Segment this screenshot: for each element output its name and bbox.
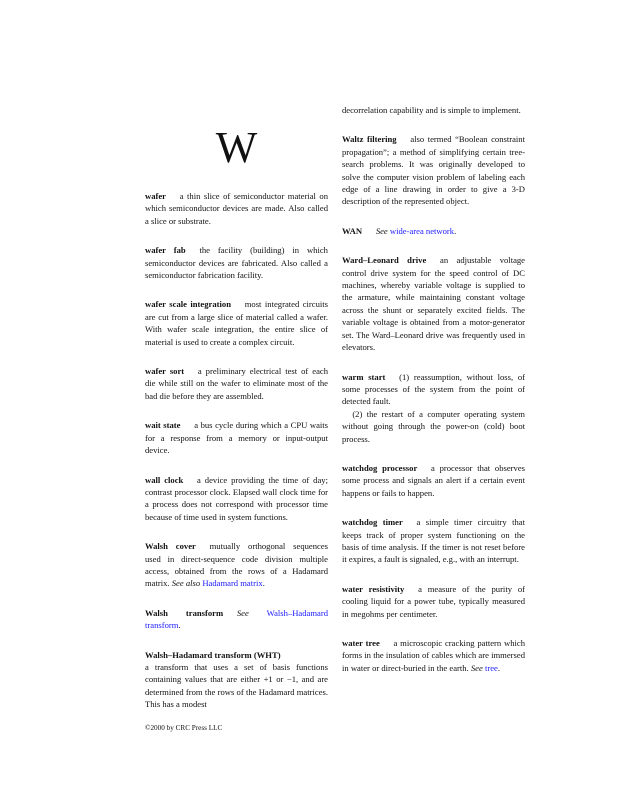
cross-reference-link[interactable]: tree	[484, 662, 498, 673]
entry-definition: a preliminary electrical test of each die while still on the wafer to eliminate most of the bad die before they are assembled.	[145, 366, 328, 401]
punctuation: .	[454, 225, 457, 236]
entry-term: wafer scale integration	[145, 299, 231, 310]
entry-definition: mutually orthogonal sequences used in direct-sequence code division multiple access, obtained from the rows of a Hadamard matrix.	[145, 541, 328, 589]
entry-definition: (1) reassumption, without loss, of some processes of the system from the point of detected fault.	[342, 371, 525, 407]
entry-definition: a bus cycle during which a CPU waits for a response from a memory or input-output device.	[145, 420, 328, 456]
entry-watchdog-processor	[342, 462, 525, 499]
cross-reference-link[interactable]: Walsh–Hadamard transform	[145, 607, 328, 631]
copyright-footer: ©2000 by CRC Press LLC	[145, 724, 223, 732]
punctuation: .	[497, 662, 501, 673]
entry-water-tree	[342, 637, 525, 674]
entry-term: Walsh cover	[145, 541, 196, 552]
entry-wafer-scale-integration	[145, 298, 328, 348]
entry-term: Ward–Leonard drive	[342, 255, 427, 266]
entry-definition: a processor that observes some process and signals an alert if a certain event happens or fails to happen.	[342, 462, 525, 498]
entry-definition: an adjustable voltage control drive system for the speed control of DC machines, whereby variable voltage is supplied to the armature, while maintaining constant voltage across the shunt or separately excited fields. The variable voltage is obtained from a motor-generator set. The Ward–Leonard drive was frequently used in elevators.	[342, 255, 526, 353]
punctuation: .	[262, 578, 265, 589]
entry-term: watchdog processor	[342, 462, 418, 473]
cross-reference-link[interactable]: Hadamard matrix	[202, 578, 263, 589]
entry-term: wafer	[145, 191, 166, 201]
entry-term: wall clock	[145, 474, 184, 485]
entry-term: wafer sort	[145, 366, 185, 377]
entry-term: water tree	[342, 638, 380, 648]
entry-definition: also termed “Boolean constraint propagation”; a method of simplifying certain tree-search problems. It was originally developed to solve the computer vision problem of labeling each edge of a line drawing in order to give a 3-D description of the represented object.	[342, 134, 525, 207]
entry-definition: a microscopic cracking pattern which forms in the insulation of cables which are immersed in water or direct-buried in the earth.	[342, 638, 525, 673]
entry-term: Waltz filtering	[342, 134, 397, 145]
entry-walsh-transform	[145, 607, 328, 632]
entry-wafer-sort	[145, 365, 328, 402]
left-column	[145, 190, 328, 711]
continued-text: decorrelation capability and is simple to implement.	[342, 105, 521, 115]
entry-wait-state	[145, 419, 328, 456]
entry-definition: a simple timer circuitry that keeps track of proper system functioning on the basis of time analysis. If the timer is not reset before it expires, a fault is signaled, e.g., with an interrupt.	[342, 517, 525, 565]
entry-definition: a measure of the purity of cooling liquid for a power tube, typically measured in megohms per centimeter.	[342, 583, 525, 619]
see-label: See	[375, 225, 388, 236]
entry-term: watchdog timer	[342, 517, 403, 528]
see-label: See	[470, 662, 483, 673]
entry-water-resistivity	[342, 583, 525, 620]
entry-term: Walsh transform	[145, 607, 224, 618]
entry-wafer-fab	[145, 244, 328, 281]
see-also-label: See also	[171, 578, 201, 589]
cross-reference-link[interactable]: wide-area network	[389, 225, 455, 236]
entry-wall-clock	[145, 474, 328, 524]
entry-warm-start	[342, 371, 525, 445]
entry-wafer	[145, 190, 328, 227]
right-column	[342, 104, 525, 674]
entry-definition: a transform that uses a set of basis functions containing values that are either +1 or −1, and are determined from the rows of the Hadamard matrices. This has a modest	[145, 661, 328, 710]
entry-definition: most integrated circuits are cut from a large slice of material called a wafer. With wafer scale integration, the entire slice of material is used to create a complex circuit.	[145, 299, 328, 347]
entry-definition: a thin slice of semiconductor material on which semiconductor devices are made. Also called a slice or substrate.	[145, 191, 328, 226]
entry-term: WAN	[342, 225, 363, 236]
section-letter: W	[215, 123, 258, 172]
punctuation: .	[178, 620, 181, 631]
entry-walsh-hadamard-transform	[145, 649, 328, 711]
entry-definition-part-2: (2) the restart of a computer operating system without going through the power-on (cold) boot process.	[342, 408, 525, 444]
entry-definition: a device providing the time of day; contrast processor clock. Elapsed wall clock time for a process does not correspond with processor time because of time used in system functions.	[145, 474, 328, 522]
entry-walsh-cover	[145, 540, 328, 590]
entry-term: wafer fab	[145, 245, 186, 256]
entry-waltz-filtering	[342, 133, 525, 207]
entry-definition: the facility (building) in which semiconductor devices are fabricated. Also called a semiconductor fabrication facility.	[145, 245, 328, 281]
entry-term: Walsh–Hadamard transform (WHT)	[145, 649, 281, 660]
entry-wan	[342, 225, 525, 237]
entry-term: water resistivity	[342, 583, 405, 594]
entry-watchdog-timer	[342, 516, 525, 566]
see-label: See	[236, 607, 249, 618]
entry-term: wait state	[145, 420, 181, 431]
entry-term: warm start	[342, 371, 386, 382]
entry-ward-leonard-drive	[342, 254, 525, 353]
